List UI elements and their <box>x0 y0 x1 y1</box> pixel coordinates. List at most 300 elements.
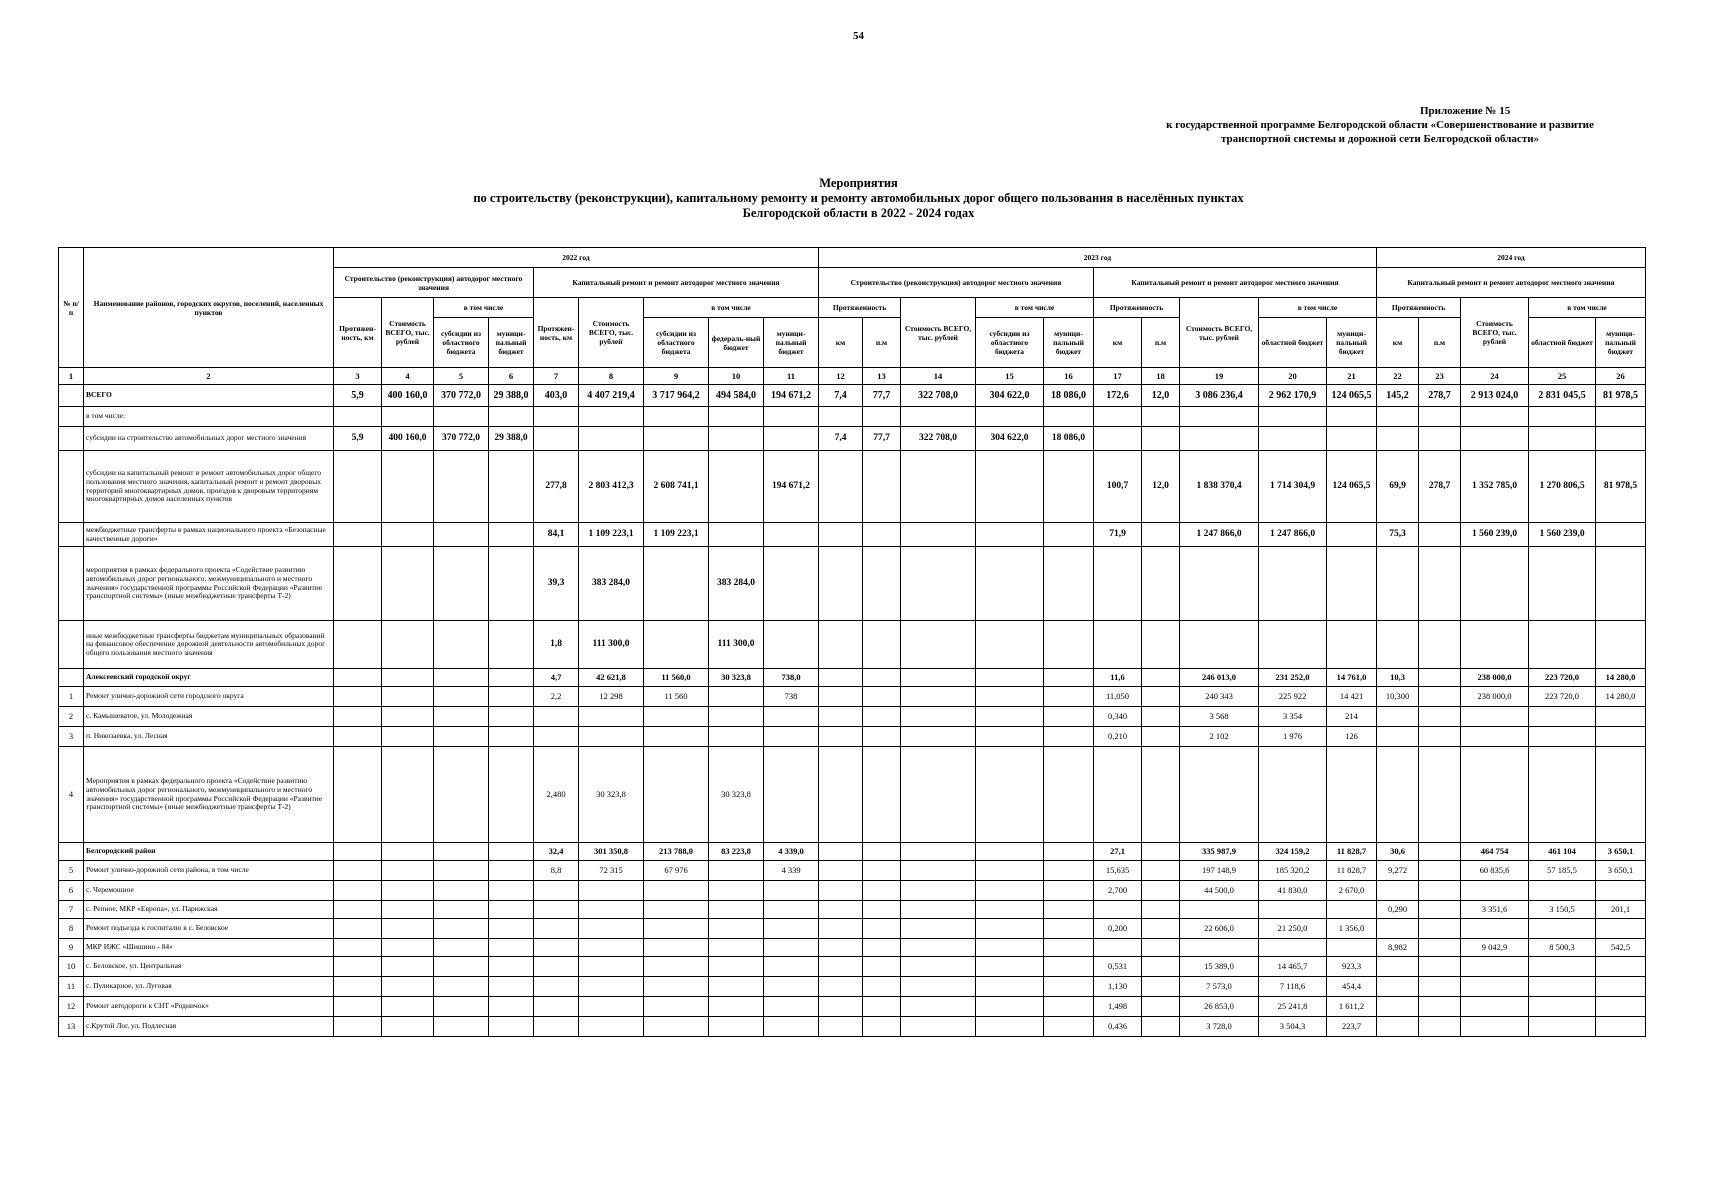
column-number: 18 <box>1142 368 1180 385</box>
table-cell <box>489 881 534 901</box>
table-cell <box>1142 427 1180 451</box>
table-cell <box>819 621 863 669</box>
column-number: 7 <box>534 368 579 385</box>
table-cell <box>644 727 709 747</box>
table-cell <box>534 427 579 451</box>
table-cell <box>819 901 863 919</box>
table-cell <box>1461 997 1529 1017</box>
table-cell: 1 109 223,1 <box>644 523 709 547</box>
table-cell <box>644 707 709 727</box>
column-number: 20 <box>1259 368 1327 385</box>
table-cell: 738 <box>764 687 819 707</box>
column-number: 23 <box>1419 368 1461 385</box>
table-cell <box>819 747 863 843</box>
header-2023-construction: Строительство (реконструкция) автодорог местного значения <box>819 268 1094 298</box>
table-cell: 1,498 <box>1094 997 1142 1017</box>
table-cell <box>863 727 901 747</box>
table-cell: 111 300,0 <box>709 621 764 669</box>
table-cell: 1 247 866,0 <box>1259 523 1327 547</box>
table-cell: 12,0 <box>1142 385 1180 407</box>
table-cell: 0,436 <box>1094 1017 1142 1037</box>
table-cell <box>819 939 863 957</box>
header-year-2024: 2024 год <box>1377 248 1646 268</box>
table-cell <box>1142 727 1180 747</box>
table-cell: 2,2 <box>534 687 579 707</box>
table-cell <box>1044 997 1094 1017</box>
table-cell <box>976 727 1044 747</box>
table-cell <box>434 547 489 621</box>
appendix-line-2: к государственной программе Белгородской области «Совершенствование и развитие <box>1166 119 1594 131</box>
column-number: 15 <box>976 368 1044 385</box>
table-cell <box>1529 881 1596 901</box>
table-cell: 403,0 <box>534 385 579 407</box>
table-cell: 14 280,0 <box>1596 687 1646 707</box>
table-cell <box>764 727 819 747</box>
table-cell: 194 671,2 <box>764 385 819 407</box>
table-cell <box>1044 843 1094 861</box>
table-cell: 22 606,0 <box>1180 919 1259 939</box>
table-cell <box>434 901 489 919</box>
row-number: 3 <box>59 727 84 747</box>
table-cell <box>1044 727 1094 747</box>
table-cell <box>819 707 863 727</box>
events-table <box>58 247 1646 1037</box>
table-cell <box>976 881 1044 901</box>
row-name: Белгородский район <box>84 843 334 861</box>
table-cell <box>709 707 764 727</box>
row-number <box>59 843 84 861</box>
table-cell: 214 <box>1327 707 1377 727</box>
table-cell: 81 978,5 <box>1596 451 1646 523</box>
table-cell <box>579 881 644 901</box>
table-cell <box>489 407 534 427</box>
table-cell <box>819 977 863 997</box>
row-name: межбюджетные трансферты в рамках национального проекта «Безопасные качественные дороги» <box>84 523 334 547</box>
table-cell <box>1377 707 1419 727</box>
table-cell <box>579 1017 644 1037</box>
table-cell <box>764 747 819 843</box>
table-cell: 3 150,5 <box>1529 901 1596 919</box>
table-cell <box>1596 547 1646 621</box>
table-cell <box>489 901 534 919</box>
row-number: 9 <box>59 939 84 957</box>
table-cell: 69,9 <box>1377 451 1419 523</box>
table-cell <box>382 547 434 621</box>
table-cell <box>1044 861 1094 881</box>
table-cell: 7,4 <box>819 385 863 407</box>
table-cell <box>1377 727 1419 747</box>
table-cell: 30,6 <box>1377 843 1419 861</box>
header-name: Наименование районов, городских округов, поселений, населенных пунктов <box>84 248 334 368</box>
header-regional: областной бюджет <box>1529 318 1596 368</box>
table-cell <box>863 451 901 523</box>
table-cell <box>534 939 579 957</box>
table-cell: 60 835,6 <box>1461 861 1529 881</box>
table-cell <box>579 407 644 427</box>
table-cell: 542,5 <box>1596 939 1646 957</box>
table-cell: 9 042,9 <box>1461 939 1529 957</box>
header-length: Протяженность <box>819 298 901 318</box>
table-cell <box>1596 427 1646 451</box>
table-cell <box>534 957 579 977</box>
table-cell <box>709 957 764 977</box>
table-cell: 2 831 045,5 <box>1529 385 1596 407</box>
table-cell <box>1377 407 1419 427</box>
table-cell <box>1596 957 1646 977</box>
table-cell: 14 421 <box>1327 687 1377 707</box>
table-cell: 246 013,0 <box>1180 669 1259 687</box>
table-cell <box>1529 919 1596 939</box>
table-cell: 42 621,8 <box>579 669 644 687</box>
table-row <box>59 997 1646 1017</box>
table-cell <box>1142 621 1180 669</box>
row-name: Алексеевский городской округ <box>84 669 334 687</box>
table-cell <box>1327 523 1377 547</box>
table-cell: 0,531 <box>1094 957 1142 977</box>
table-cell <box>819 451 863 523</box>
table-cell <box>819 957 863 977</box>
table-cell: 14 280,0 <box>1596 669 1646 687</box>
table-cell <box>1596 523 1646 547</box>
table-cell <box>1142 977 1180 997</box>
table-cell: 10,3 <box>1377 669 1419 687</box>
table-cell <box>644 901 709 919</box>
table-cell <box>382 861 434 881</box>
table-cell <box>489 977 534 997</box>
table-cell <box>1142 881 1180 901</box>
table-cell <box>334 939 382 957</box>
table-cell <box>1142 997 1180 1017</box>
table-cell <box>1142 957 1180 977</box>
table-cell <box>489 727 534 747</box>
column-number: 4 <box>382 368 434 385</box>
table-cell <box>1142 707 1180 727</box>
table-cell <box>534 901 579 919</box>
table-cell: 126 <box>1327 727 1377 747</box>
table-cell: 1,130 <box>1094 977 1142 997</box>
table-row <box>59 919 1646 939</box>
table-cell <box>764 407 819 427</box>
table-cell <box>489 997 534 1017</box>
table-cell <box>1596 707 1646 727</box>
table-cell <box>1596 747 1646 843</box>
table-cell: 197 148,9 <box>1180 861 1259 881</box>
table-cell <box>1327 427 1377 451</box>
row-name: ВСЕГО <box>84 385 334 407</box>
table-cell <box>434 727 489 747</box>
table-cell <box>764 997 819 1017</box>
table-cell: 77,7 <box>863 385 901 407</box>
table-cell <box>1044 919 1094 939</box>
table-cell: 124 065,5 <box>1327 451 1377 523</box>
table-cell: 1 714 304,9 <box>1259 451 1327 523</box>
table-cell <box>434 747 489 843</box>
table-cell <box>334 747 382 843</box>
table-cell <box>976 901 1044 919</box>
table-cell <box>489 687 534 707</box>
table-cell <box>1529 547 1596 621</box>
table-cell: 3 086 236,4 <box>1180 385 1259 407</box>
table-cell <box>382 687 434 707</box>
table-cell <box>764 939 819 957</box>
column-number: 2 <box>84 368 334 385</box>
table-cell <box>579 939 644 957</box>
row-name: Ремонт улично-дорожной сети городского округа <box>84 687 334 707</box>
table-cell <box>534 707 579 727</box>
table-cell <box>489 621 534 669</box>
table-cell: 14 465,7 <box>1259 957 1327 977</box>
table-cell: 32,4 <box>534 843 579 861</box>
table-cell: 25 241,8 <box>1259 997 1327 1017</box>
table-row <box>59 621 1646 669</box>
table-cell <box>709 919 764 939</box>
table-cell <box>1377 747 1419 843</box>
table-cell <box>1327 939 1377 957</box>
table-cell <box>1142 669 1180 687</box>
table-cell <box>764 547 819 621</box>
table-cell <box>434 1017 489 1037</box>
column-number: 25 <box>1529 368 1596 385</box>
total-row <box>59 385 1646 407</box>
row-number: 13 <box>59 1017 84 1037</box>
table-cell <box>434 621 489 669</box>
table-cell: 2 102 <box>1180 727 1259 747</box>
table-cell: 304 622,0 <box>976 427 1044 451</box>
header-including: в том числе <box>1259 298 1377 318</box>
table-cell <box>1461 727 1529 747</box>
table-cell <box>1044 621 1094 669</box>
table-cell <box>534 881 579 901</box>
table-cell: 370 772,0 <box>434 427 489 451</box>
table-cell <box>863 523 901 547</box>
table-cell <box>489 451 534 523</box>
table-cell <box>863 919 901 939</box>
table-cell <box>764 881 819 901</box>
table-cell <box>1142 547 1180 621</box>
table-cell <box>434 957 489 977</box>
column-numbers-row <box>59 368 1646 385</box>
table-cell <box>579 427 644 451</box>
row-name: п. Никозаевка, ул. Лесная <box>84 727 334 747</box>
table-cell: 304 622,0 <box>976 385 1044 407</box>
table-cell <box>863 901 901 919</box>
table-cell <box>1419 747 1461 843</box>
table-cell <box>644 407 709 427</box>
table-cell <box>976 547 1044 621</box>
table-cell <box>1180 621 1259 669</box>
column-number: 19 <box>1180 368 1259 385</box>
table-cell <box>1094 939 1142 957</box>
header-municipal: муници-пальный бюджет <box>1044 318 1094 368</box>
header-2022-construction: Строительство (реконструкция) автодорог местного значения <box>334 268 534 298</box>
table-cell: 335 987,9 <box>1180 843 1259 861</box>
table-cell: 2 913 024,0 <box>1461 385 1529 407</box>
table-cell: 3 728,0 <box>1180 1017 1259 1037</box>
table-cell: 18 086,0 <box>1044 385 1094 407</box>
table-cell <box>1419 547 1461 621</box>
header-cost-total: Стоимость ВСЕГО, тыс. рублей <box>579 298 644 368</box>
table-cell <box>382 881 434 901</box>
table-row <box>59 861 1646 881</box>
row-number <box>59 451 84 523</box>
header-km: км <box>1377 318 1419 368</box>
table-cell <box>976 687 1044 707</box>
table-cell: 83 223,8 <box>709 843 764 861</box>
table-cell: 7 118,6 <box>1259 977 1327 997</box>
table-cell: 1 560 239,0 <box>1529 523 1596 547</box>
table-cell <box>579 919 644 939</box>
table-cell <box>434 997 489 1017</box>
table-cell <box>1419 407 1461 427</box>
document-title <box>0 176 1717 221</box>
table-cell <box>579 901 644 919</box>
table-cell: 4,7 <box>534 669 579 687</box>
table-cell: 4 407 219,4 <box>579 385 644 407</box>
table-cell <box>1142 861 1180 881</box>
table-cell <box>901 669 976 687</box>
header-pm: п.м <box>1142 318 1180 368</box>
table-cell: 1 352 785,0 <box>1461 451 1529 523</box>
header-length: Протяженность <box>1377 298 1461 318</box>
table-cell <box>901 939 976 957</box>
table-cell <box>644 997 709 1017</box>
appendix-line-3: транспортной системы и дорожной сети Белгородской области» <box>1220 133 1540 145</box>
row-name: в том числе: <box>84 407 334 427</box>
table-cell: 21 250,0 <box>1259 919 1327 939</box>
header-2023-repair: Капитальный ремонт и ремонт автодорог местного значения <box>1094 268 1377 298</box>
table-cell <box>382 977 434 997</box>
table-cell: 2 670,0 <box>1327 881 1377 901</box>
table-cell <box>1142 687 1180 707</box>
table-cell <box>976 747 1044 843</box>
table-cell <box>534 977 579 997</box>
row-name: с. Черемошное <box>84 881 334 901</box>
header-length-km: Протяжен-ность, км <box>334 298 382 368</box>
table-cell: 277,8 <box>534 451 579 523</box>
table-cell: 383 284,0 <box>709 547 764 621</box>
table-cell <box>863 621 901 669</box>
table-cell: 7,4 <box>819 427 863 451</box>
table-row <box>59 727 1646 747</box>
table-cell <box>334 727 382 747</box>
table-cell <box>489 939 534 957</box>
table-cell <box>1419 939 1461 957</box>
table-row <box>59 547 1646 621</box>
table-cell <box>1094 901 1142 919</box>
row-name: с. Беловское, ул. Центральная <box>84 957 334 977</box>
header-municipal: муници-пальный бюджет <box>1596 318 1646 368</box>
table-cell <box>1377 957 1419 977</box>
row-number: 10 <box>59 957 84 977</box>
table-cell: 0,290 <box>1377 901 1419 919</box>
table-cell: 1 611,2 <box>1327 997 1377 1017</box>
header-municipal: муници-пальный бюджет <box>489 318 534 368</box>
table-cell <box>382 901 434 919</box>
table-cell: 11 828,7 <box>1327 861 1377 881</box>
table-cell <box>489 747 534 843</box>
table-cell: 0,340 <box>1094 707 1142 727</box>
table-cell <box>819 881 863 901</box>
table-cell <box>863 547 901 621</box>
table-cell <box>334 977 382 997</box>
table-cell <box>863 881 901 901</box>
table-cell <box>709 861 764 881</box>
table-cell <box>434 669 489 687</box>
table-cell <box>764 977 819 997</box>
table-cell <box>1529 707 1596 727</box>
table-cell <box>434 919 489 939</box>
table-cell <box>382 621 434 669</box>
table-cell <box>534 407 579 427</box>
table-cell <box>1094 407 1142 427</box>
table-cell <box>534 1017 579 1037</box>
table-cell <box>334 547 382 621</box>
table-cell <box>334 621 382 669</box>
table-cell <box>334 451 382 523</box>
table-cell <box>334 669 382 687</box>
row-name: мероприятия в рамках федерального проекта «Содействие развитию автомобильных дорог регионального, межмуниципального и местного значения» государственной программы Российской Федерации «Развитие транспортной системы» (иные межбюджетные трансферты Т-2) <box>84 547 334 621</box>
column-number: 6 <box>489 368 534 385</box>
table-cell: 30 323,8 <box>579 747 644 843</box>
table-cell <box>1377 919 1419 939</box>
table-cell: 194 671,2 <box>764 451 819 523</box>
title-line-3: Белгородской области в 2022 - 2024 годах <box>742 206 975 220</box>
table-cell <box>334 919 382 939</box>
table-cell <box>489 669 534 687</box>
table-cell <box>1094 621 1142 669</box>
table-cell <box>1142 901 1180 919</box>
table-cell <box>1596 881 1646 901</box>
table-cell <box>901 957 976 977</box>
table-cell <box>709 1017 764 1037</box>
table-cell <box>334 881 382 901</box>
table-cell: 1 109 223,1 <box>579 523 644 547</box>
table-cell <box>901 621 976 669</box>
table-row <box>59 687 1646 707</box>
table-cell: 77,7 <box>863 427 901 451</box>
table-cell: 185 320,2 <box>1259 861 1327 881</box>
table-cell: 3 351,6 <box>1461 901 1529 919</box>
table-cell: 240 343 <box>1180 687 1259 707</box>
table-cell: 383 284,0 <box>579 547 644 621</box>
table-cell <box>1180 427 1259 451</box>
table-cell: 322 708,0 <box>901 385 976 407</box>
table-cell <box>434 843 489 861</box>
table-cell <box>976 523 1044 547</box>
table-cell <box>1142 939 1180 957</box>
table-cell <box>1044 407 1094 427</box>
table-cell <box>434 861 489 881</box>
header-cost-total: Стоимость ВСЕГО, тыс. рублей <box>1461 298 1529 368</box>
row-number: 8 <box>59 919 84 939</box>
row-name: субсидии на капитальный ремонт и ремонт автомобильных дорог общего пользования местного значения, капитальный ремонт и ремонт дворовых территорий многоквартирных домов, проездов к дворовым территориям многоквартирных домов населенных пунктов <box>84 451 334 523</box>
table-cell: 2 962 170,9 <box>1259 385 1327 407</box>
table-cell <box>1596 1017 1646 1037</box>
table-cell <box>764 919 819 939</box>
table-cell <box>1419 919 1461 939</box>
table-cell <box>1044 687 1094 707</box>
row-name: Ремонт автодороги к СНТ «Родничок» <box>84 997 334 1017</box>
row-number: 1 <box>59 687 84 707</box>
table-cell <box>1461 547 1529 621</box>
row-number <box>59 547 84 621</box>
row-number: 5 <box>59 861 84 881</box>
table-cell <box>489 1017 534 1037</box>
table-cell <box>644 977 709 997</box>
table-cell: 18 086,0 <box>1044 427 1094 451</box>
table-cell: 145,2 <box>1377 385 1419 407</box>
table-cell: 278,7 <box>1419 385 1461 407</box>
